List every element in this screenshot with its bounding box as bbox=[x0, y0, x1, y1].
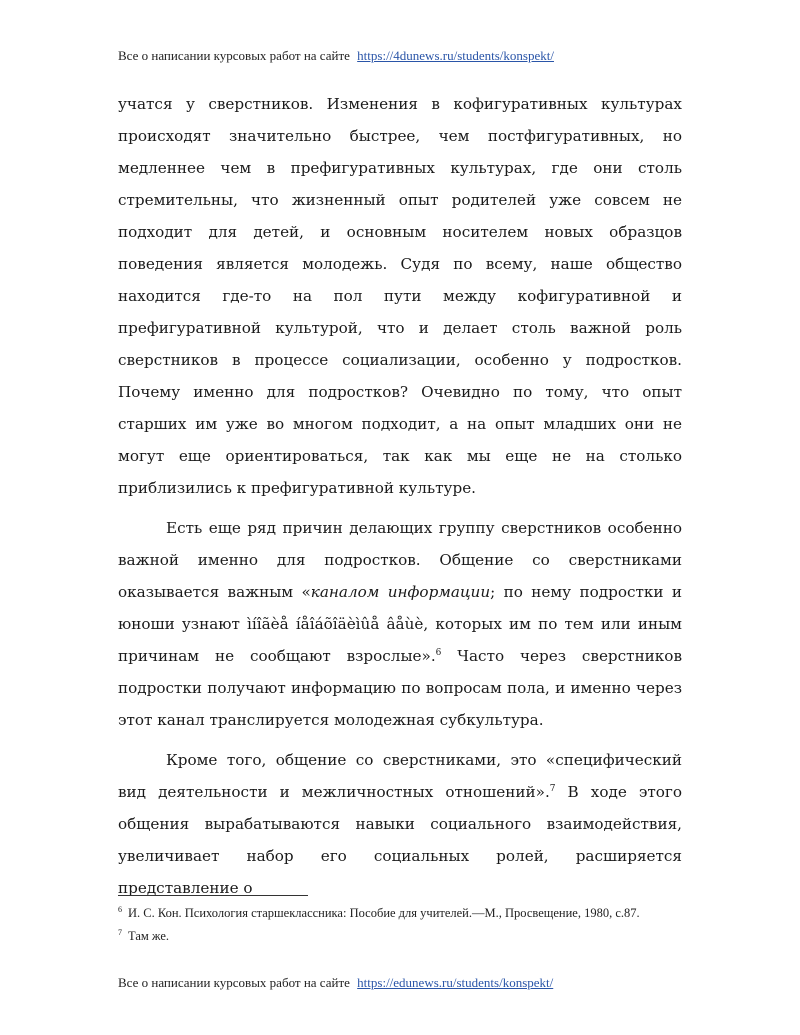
footnote-7-mark: 7 bbox=[118, 927, 122, 937]
footnote-6-mark: 6 bbox=[118, 904, 122, 914]
footnote-ref-7[interactable]: 7 bbox=[549, 783, 556, 794]
paragraph-2-emphasis: каналом информации bbox=[310, 583, 491, 601]
header-text: Все о написании курсовых работ на сайте bbox=[118, 48, 350, 63]
footnote-7-text: Там же. bbox=[128, 929, 170, 943]
footnotes bbox=[118, 902, 698, 948]
body-text bbox=[118, 88, 682, 912]
header-link[interactable]: https://4dunews.ru/students/konspekt/ bbox=[357, 48, 554, 63]
footer-text: Все о написании курсовых работ на сайте bbox=[118, 975, 350, 990]
footnote-6 bbox=[118, 902, 698, 925]
footnote-separator bbox=[118, 895, 308, 896]
footnote-6-text: И. С. Кон. Психология старшеклассника: Пособие для учителей.—М., Просвещение, 1980, с.87. bbox=[128, 906, 640, 920]
paragraph-2-part-b: ; по нему подростки и юноши узнают ìíîãèå íåîáõîäèìûå âåùè, которых им по тем или иным причинам не сообщают взрослые». bbox=[118, 583, 682, 665]
paragraph-2 bbox=[118, 512, 682, 736]
paragraph-1: учатся у сверстников. Изменения в кофигуративных культурах происходят значительно быстрее, чем постфигуративных, но медленнее чем в префигуративных культурах, где они столь стремительны, что жизненный опыт родителей уже совсем не подходит для детей, и основным носителем новых образцов поведения является молодежь. Судя по всему, наше общество находится где-то на пол пути между кофигуративной и префигуративной культурой, что и делает столь важной роль сверстников в процессе социализации, особенно у подростков. Почему именно для подростков? Очевидно по тому, что опыт старших им уже во многом подходит, а на опыт младших они не могут еще ориентироваться, так как мы еще не на столько приблизились к префигуративной культуре. bbox=[118, 95, 682, 497]
paragraph-2-part-c: Часто через сверстников подростки получают информацию по вопросам пола, и именно через этот канал транслируется молодежная субкультура. bbox=[118, 647, 682, 729]
footnote-ref-6[interactable]: 6 bbox=[435, 647, 442, 658]
footer-link[interactable]: https://edunews.ru/students/konspekt/ bbox=[357, 975, 554, 990]
paragraph-3-part-b: В ходе этого общения вырабатываются навыки социального взаимодействия, увеличивает набор его социальных ролей, расширяется представление о bbox=[118, 783, 682, 897]
page-header bbox=[118, 48, 554, 64]
paragraph-3 bbox=[118, 744, 682, 904]
paragraph-2-part-a: Есть еще ряд причин делающих группу сверстников особенно важной именно для подростков. Общение со сверстниками оказывается важным « bbox=[118, 519, 682, 601]
paragraph-3-part-a: Кроме того, общение со сверстниками, это «специфический вид деятельности и межличностных отношений». bbox=[118, 751, 682, 801]
footnote-7 bbox=[118, 925, 698, 948]
page-footer bbox=[118, 975, 553, 991]
